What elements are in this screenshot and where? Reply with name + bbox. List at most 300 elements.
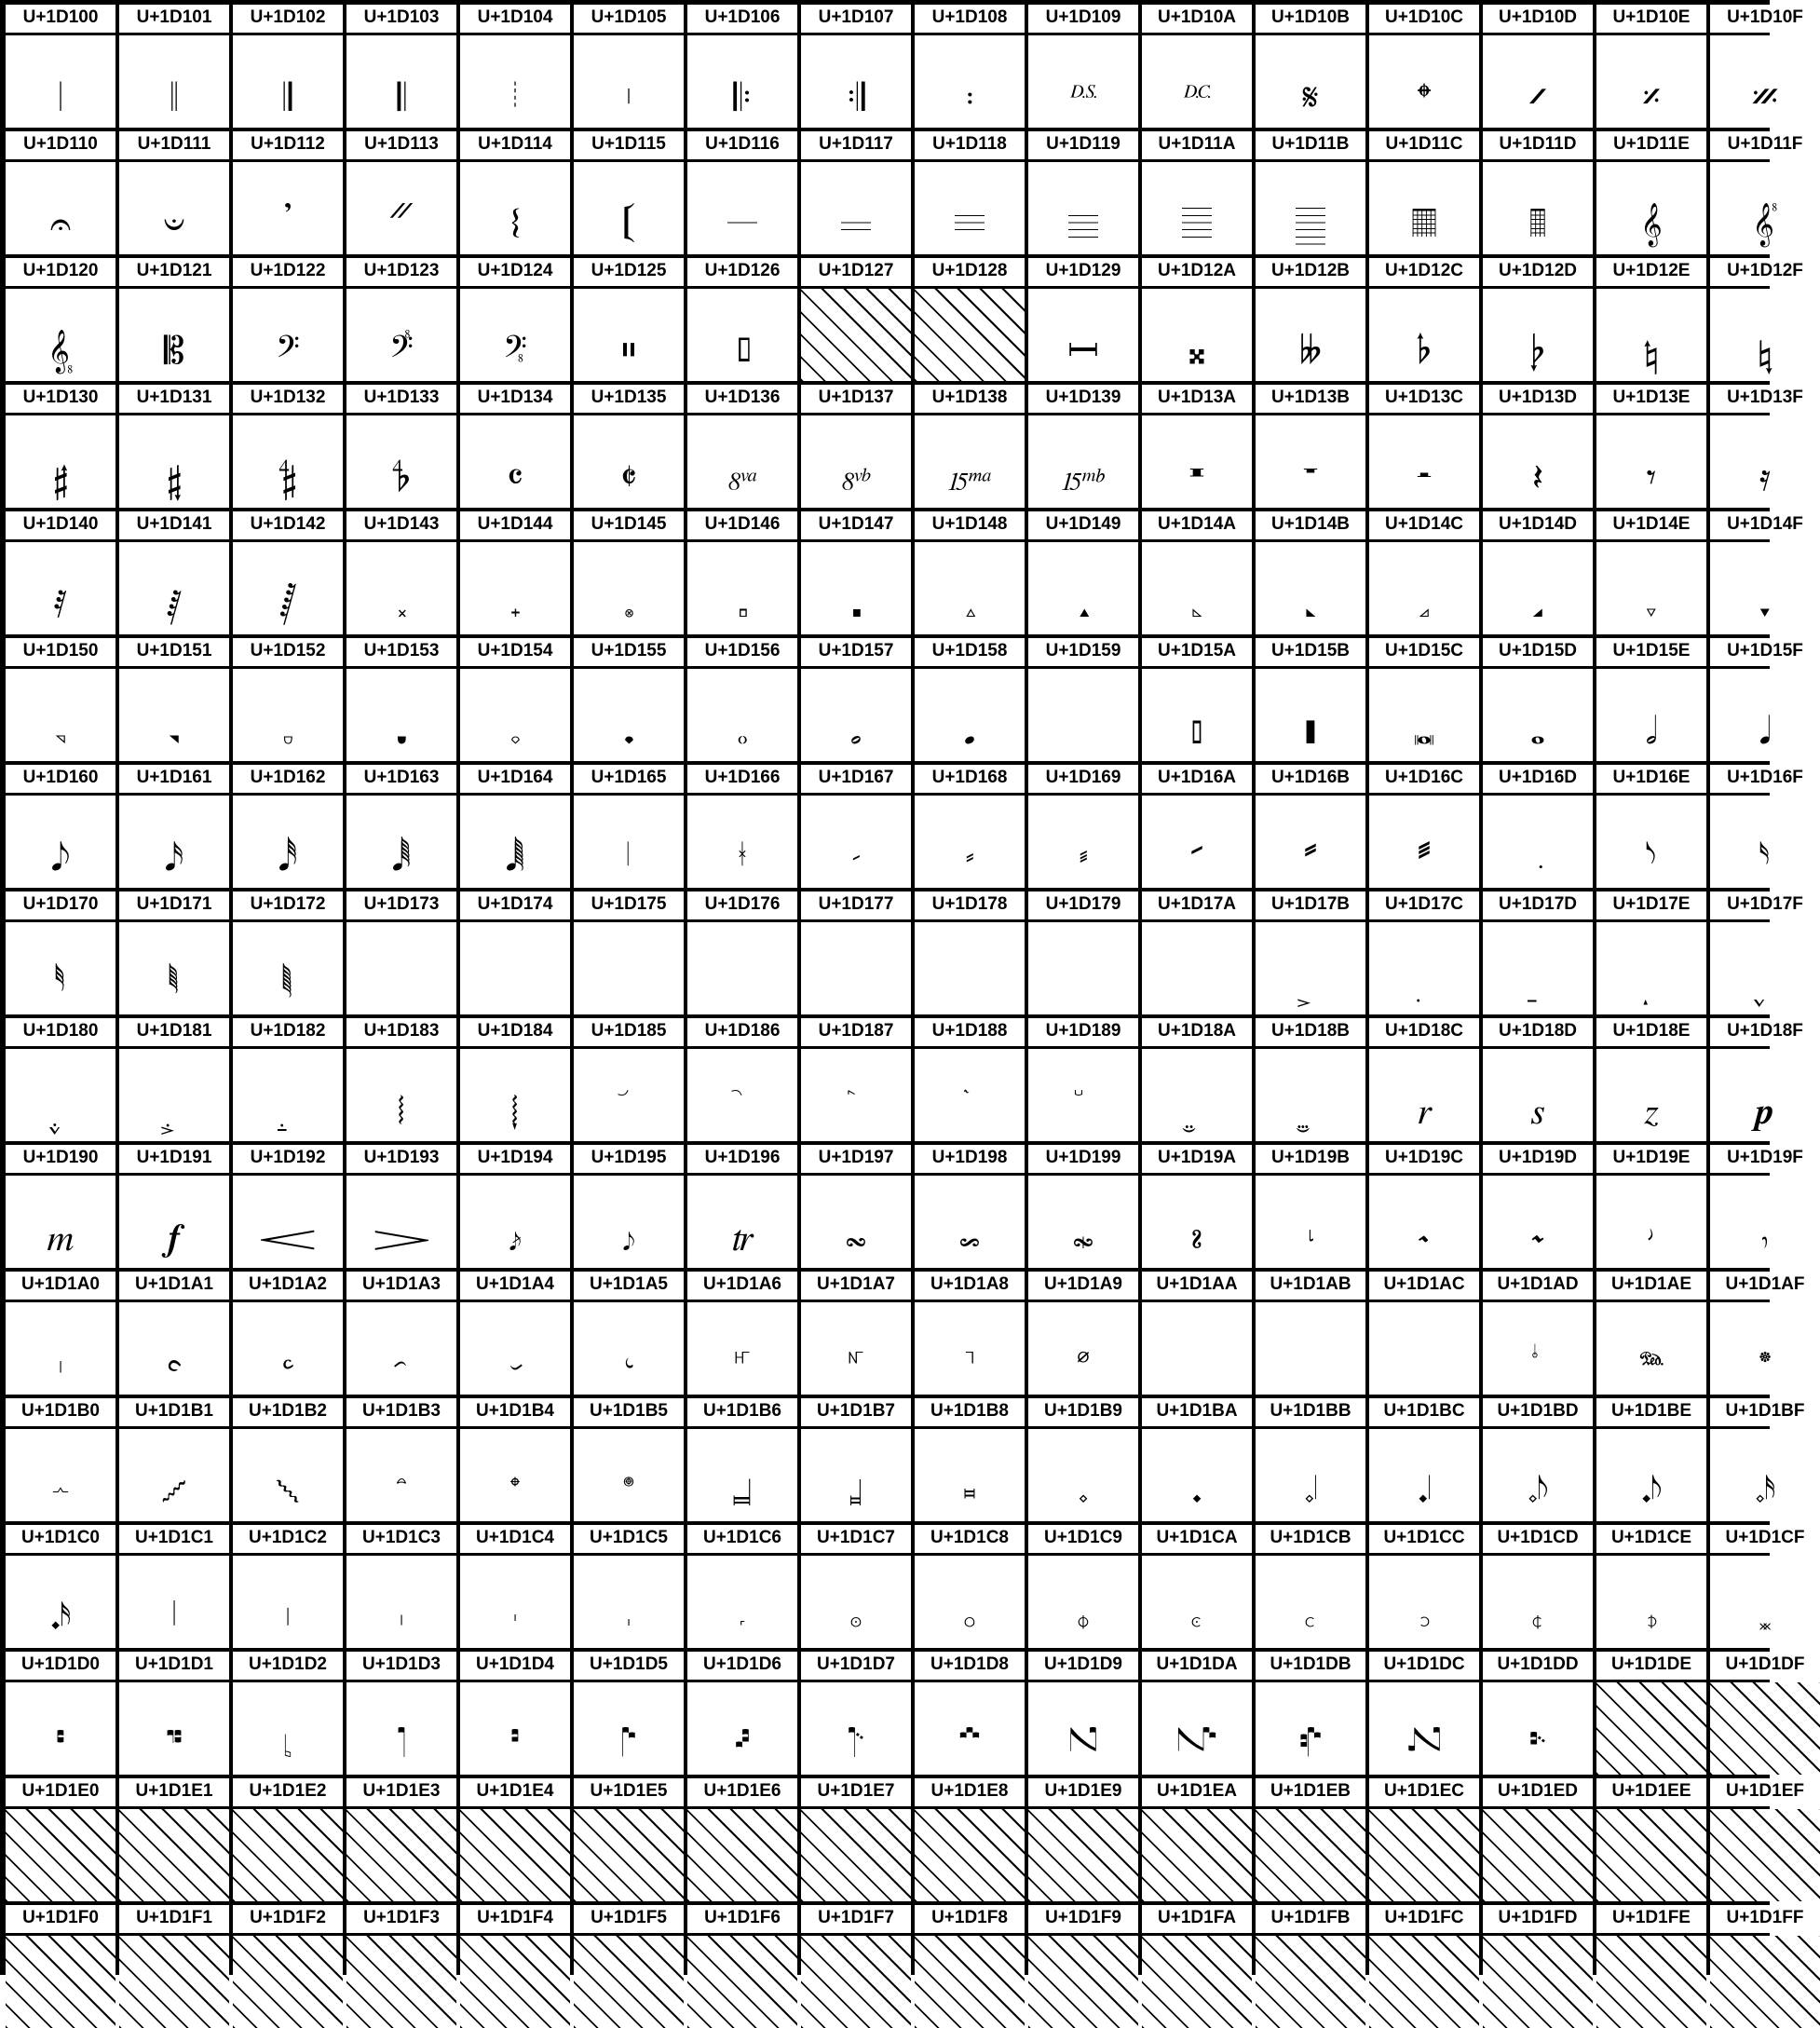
music-symbol-glyph: 𝇏 [1759,1597,1772,1640]
glyph-cell [1369,1652,1479,1775]
glyph-box [687,289,797,381]
glyph-box [801,542,911,634]
music-symbol-glyph: 𝄃 [397,76,406,119]
music-symbol-glyph: 𝅗𝅥 [1645,710,1658,753]
glyph-cell [1369,385,1479,508]
glyph-cell [119,385,229,508]
glyph-box [460,289,570,381]
glyph-cell [801,1018,911,1141]
glyph-box [6,922,115,1014]
glyph-box [119,796,229,888]
glyph-box [346,796,456,888]
codepoint-label: U+1D19A [1142,1145,1252,1173]
music-symbol-glyph: 𝄆 [733,76,752,119]
glyph-box [346,1176,456,1268]
glyph-cell [119,1905,229,2028]
glyph-box [1710,669,1820,761]
codepoint-label: U+1D150 [6,638,115,666]
glyph-cell [119,1272,229,1395]
codepoint-label: U+1D113 [346,131,456,159]
glyph-cell [1710,1652,1820,1775]
glyph-cell [1256,638,1365,761]
glyph-cell [801,5,911,128]
glyph-box [460,1556,570,1648]
glyph-cell [1596,5,1706,128]
glyph-box [915,1556,1025,1648]
codepoint-label: U+1D190 [6,1145,115,1173]
glyph-box [915,1302,1025,1395]
music-symbol-glyph: 𝇂 [286,1597,290,1640]
music-symbol-glyph: 𝅥 [627,837,631,879]
codepoint-label: U+1D189 [1028,1018,1138,1046]
music-symbol-glyph: 𝄹 [1061,456,1106,499]
music-symbol-glyph: 𝄵 [620,456,637,499]
codepoint-label: U+1D18A [1142,1018,1252,1046]
glyph-cell [1483,1398,1593,1521]
music-symbol-glyph: 𝄀 [60,76,61,119]
music-symbol-glyph: 𝅀 [53,583,68,626]
codepoint-label: U+1D103 [346,5,456,33]
glyph-cell [1028,1272,1138,1395]
music-symbol-glyph: 𝆷 [849,1470,863,1513]
glyph-box [1710,1302,1820,1395]
glyph-box [1369,1176,1479,1268]
glyph-cell [6,1652,115,1775]
glyph-box [1596,35,1706,128]
glyph-box [460,35,570,128]
glyph-cell [1596,511,1706,634]
codepoint-label: U+1D1B2 [233,1398,343,1426]
music-symbol-glyph: 𝆴 [509,1470,522,1513]
codepoint-label: U+1D135 [574,385,684,413]
music-symbol-glyph [1142,1089,1252,1134]
glyph-box [233,35,343,128]
codepoint-label: U+1D12D [1483,258,1593,286]
glyph-cell [119,1525,229,1648]
glyph-cell [119,5,229,128]
codepoint-label: U+1D1FF [1710,1905,1820,1933]
glyph-cell [1142,1145,1252,1268]
codepoint-label: U+1D197 [801,1145,911,1173]
glyph-box [119,1302,229,1395]
glyph-cell [915,1398,1025,1521]
codepoint-label: U+1D1C6 [687,1525,797,1553]
glyph-box [915,1429,1025,1521]
glyph-box [346,35,456,128]
unassigned-hatch [801,289,911,381]
codepoint-label: U+1D175 [574,892,684,919]
glyph-box [119,1556,229,1648]
music-symbol-glyph: 𝄞 [1640,203,1663,246]
glyph-box [1596,1302,1706,1395]
codepoint-label: U+1D154 [460,638,570,666]
glyph-cell [574,258,684,381]
music-symbol-glyph: 𝄸 [947,456,992,499]
codepoint-label: U+1D10A [1142,5,1252,33]
codepoint-label: U+1D13E [1596,385,1706,413]
glyph-box [460,669,570,761]
codepoint-label: U+1D1A9 [1028,1272,1138,1300]
glyph-box [1369,1429,1479,1521]
music-symbol-glyph: 𝆦 [734,1343,751,1386]
glyph-box [119,35,229,128]
glyph-cell [915,1905,1025,2028]
glyph-box [119,415,229,508]
music-symbol-glyph: 𝄘 [955,203,985,246]
glyph-cell [1256,1018,1365,1141]
glyph-cell [1028,638,1138,761]
music-symbol-glyph: 𝇇 [849,1597,862,1640]
music-symbol-glyph: 𝄯 [1758,330,1772,373]
codepoint-label: U+1D15F [1710,638,1820,666]
codepoint-label: U+1D115 [574,131,684,159]
codepoint-label: U+1D1F1 [119,1905,229,1933]
glyph-cell [460,511,570,634]
codepoint-label: U+1D177 [801,892,911,919]
glyph-cell [346,1905,456,2028]
codepoint-label: U+1D112 [233,131,343,159]
glyph-box [1596,542,1706,634]
music-symbol-glyph: 𝄙 [1068,203,1098,246]
codepoint-label: U+1D192 [233,1145,343,1173]
codepoint-label: U+1D11D [1483,131,1593,159]
glyph-box [915,796,1025,888]
codepoint-label: U+1D1AF [1710,1272,1820,1300]
music-symbol-glyph: 𝇒 [281,1723,294,1766]
glyph-cell [1028,765,1138,888]
glyph-box [460,1429,570,1521]
glyph-box [1256,922,1365,1014]
glyph-cell [233,1398,343,1521]
music-symbol-glyph: 𝄁 [171,76,177,119]
glyph-box [1028,35,1138,128]
glyph-box [1142,35,1252,128]
glyph-cell [346,892,456,1014]
codepoint-label: U+1D187 [801,1018,911,1046]
glyph-cell [574,5,684,128]
codepoint-label: U+1D1D8 [915,1652,1025,1680]
glyph-cell [1369,1778,1479,1901]
glyph-cell [346,511,456,634]
glyph-cell [1369,1398,1479,1521]
music-symbol-glyph: 𝇋 [1304,1597,1317,1640]
codepoint-label: U+1D1B3 [346,1398,456,1426]
codepoint-label: U+1D144 [460,511,570,539]
codepoint-label: U+1D1F7 [801,1905,911,1933]
codepoint-label: U+1D1FE [1596,1905,1706,1933]
glyph-cell [687,1652,797,1775]
unassigned-hatch [1710,1682,1820,1775]
glyph-cell [233,765,343,888]
glyph-box [1256,1176,1365,1268]
music-symbol-glyph: 𝅘𝅥𝅮 [50,837,71,879]
codepoint-label: U+1D1D2 [233,1652,343,1680]
glyph-box [1483,922,1593,1014]
music-symbol-glyph: 𝅓 [395,710,408,753]
music-symbol-glyph: 𝅬 [1417,837,1432,879]
codepoint-label: U+1D1AB [1256,1272,1365,1300]
glyph-box [1256,162,1365,254]
glyph-cell [1596,1018,1706,1141]
music-symbol-glyph: 𝆨 [965,1343,974,1386]
codepoint-label: U+1D1DB [1256,1652,1365,1680]
codepoint-label: U+1D14F [1710,511,1820,539]
codepoint-label: U+1D174 [460,892,570,919]
music-symbol-glyph: 𝄺 [1189,456,1204,499]
glyph-box [6,542,115,634]
glyph-cell [1256,511,1365,634]
glyph-cell [233,1018,343,1141]
unassigned-hatch [915,1809,1025,1901]
codepoint-label: U+1D14A [1142,511,1252,539]
glyph-box [1369,922,1479,1014]
glyph-box [119,289,229,381]
codepoint-label: U+1D108 [915,5,1025,33]
codepoint-label: U+1D15E [1596,638,1706,666]
music-symbol-glyph: 𝆝 [1533,1217,1542,1259]
codepoint-label: U+1D1FD [1483,1905,1593,1933]
music-symbol-glyph: 𝆺𝅥 [1417,1470,1432,1513]
codepoint-label: U+1D1E6 [687,1778,797,1806]
glyph-cell [346,1778,456,1901]
glyph-cell [346,1398,456,1521]
glyph-box [460,542,570,634]
glyph-box [801,922,911,1014]
music-symbol-glyph: 𝅃 [395,583,408,626]
unassigned-hatch [1596,1682,1706,1775]
glyph-box [1483,1429,1593,1521]
codepoint-label: U+1D14B [1256,511,1365,539]
glyph-cell [801,638,911,761]
codepoint-label: U+1D129 [1028,258,1138,286]
glyph-box [233,1556,343,1648]
codepoint-label: U+1D169 [1028,765,1138,793]
glyph-box [1710,1556,1820,1648]
glyph-cell [233,1525,343,1648]
music-symbol-glyph [1256,1089,1365,1134]
codepoint-label: U+1D139 [1028,385,1138,413]
codepoint-label: U+1D18C [1369,1018,1479,1046]
codepoint-label: U+1D1E2 [233,1778,343,1806]
glyph-box [1710,542,1820,634]
codepoint-label: U+1D1FC [1369,1905,1479,1933]
music-symbol-glyph: 𝇆 [739,1597,746,1640]
glyph-cell [801,1272,911,1395]
codepoint-label: U+1D1ED [1483,1778,1593,1806]
music-symbol-glyph [1596,962,1706,1007]
glyph-box [1256,1556,1365,1648]
glyph-cell [1028,1778,1138,1901]
glyph-box [1142,1429,1252,1521]
unassigned-hatch [1483,1809,1593,1901]
music-symbol-glyph: 𝄟 [1752,203,1778,246]
codepoint-label: U+1D1BC [1369,1398,1479,1426]
glyph-box [6,1682,115,1775]
glyph-cell [801,131,911,254]
codepoint-label: U+1D152 [233,638,343,666]
glyph-cell [801,511,911,634]
glyph-cell [346,1145,456,1268]
glyph-box [1142,669,1252,761]
codepoint-label: U+1D111 [119,131,229,159]
glyph-box [1596,162,1706,254]
glyph-cell [915,1525,1025,1648]
glyph-cell [1369,1018,1479,1141]
glyph-cell [460,638,570,761]
music-symbol-glyph: 𝅍 [1531,583,1544,626]
glyph-cell [1710,892,1820,1014]
music-symbol-glyph: 𝅜 [1413,710,1435,753]
glyph-cell [460,1272,570,1395]
music-symbol-glyph [1028,1089,1138,1134]
glyph-cell [6,131,115,254]
glyph-box [1596,796,1706,888]
codepoint-label: U+1D1CB [1256,1525,1365,1553]
glyph-cell [1028,1018,1138,1141]
glyph-box [687,542,797,634]
codepoint-label: U+1D1E7 [801,1778,911,1806]
codepoint-label: U+1D1DC [1369,1652,1479,1680]
glyph-cell [687,385,797,508]
glyph-cell [1369,892,1479,1014]
glyph-cell [1028,385,1138,508]
music-symbol-glyph: 𝄓 [387,203,415,246]
glyph-box [233,922,343,1014]
unassigned-hatch [1256,1809,1365,1901]
glyph-cell [6,1272,115,1395]
glyph-box [233,1049,343,1141]
glyph-cell [1710,1905,1820,2028]
codepoint-label: U+1D180 [6,1018,115,1046]
glyph-box [233,1429,343,1521]
glyph-box [1142,542,1252,634]
glyph-box [687,1556,797,1648]
glyph-cell [1483,1018,1593,1141]
music-symbol-glyph: 𝇔 [509,1723,522,1766]
music-symbol-glyph: 𝄱 [166,456,183,499]
music-symbol-glyph: 𝆔 [509,1217,522,1259]
glyph-box [574,1176,684,1268]
codepoint-label: U+1D138 [915,385,1025,413]
codepoint-label: U+1D17D [1483,892,1593,919]
music-symbol-glyph: 𝅰 [55,963,66,1006]
glyph-box [460,922,570,1014]
glyph-box [1483,669,1593,761]
glyph-box [1710,796,1820,888]
codepoint-label: U+1D1F6 [687,1905,797,1933]
glyph-cell [460,1905,570,2028]
music-symbol-glyph: 𝆳 [395,1470,408,1513]
codepoint-label: U+1D142 [233,511,343,539]
glyph-box [1596,289,1706,381]
codepoint-label: U+1D176 [687,892,797,919]
glyph-box [1256,542,1365,634]
glyph-box [574,922,684,1014]
glyph-cell [6,1905,115,2028]
codepoint-label: U+1D1BA [1142,1398,1252,1426]
glyph-cell [1256,5,1365,128]
codepoint-label: U+1D1A0 [6,1272,115,1300]
glyph-cell [801,1652,911,1775]
glyph-box [574,1429,684,1521]
glyph-cell [1256,892,1365,1014]
glyph-cell [1483,638,1593,761]
codepoint-label: U+1D193 [346,1145,456,1173]
codepoint-label: U+1D1AA [1142,1272,1252,1300]
unassigned-hatch [1710,1936,1820,2028]
glyph-cell [915,1145,1025,1268]
glyph-cell [687,1525,797,1648]
codepoint-label: U+1D1B8 [915,1398,1025,1426]
glyph-cell [1710,638,1820,761]
music-symbol-glyph: 𝄥 [623,330,634,373]
codepoint-label: U+1D17F [1710,892,1820,919]
music-symbol-glyph: 𝆡 [167,1343,182,1386]
glyph-box [687,1682,797,1775]
glyph-box [1596,1429,1706,1521]
codepoint-label: U+1D11E [1596,131,1706,159]
codepoint-label: U+1D158 [915,638,1025,666]
glyph-box [801,1049,911,1141]
glyph-box [346,162,456,254]
glyph-cell [1596,1905,1706,2028]
glyph-cell [1142,1652,1252,1775]
glyph-box [574,796,684,888]
music-symbol-glyph: 𝄇 [847,76,865,119]
glyph-box [574,35,684,128]
glyph-cell [6,1398,115,1521]
codepoint-label: U+1D16A [1142,765,1252,793]
glyph-cell [1028,258,1138,381]
unassigned-hatch [346,1936,456,2028]
codepoint-label: U+1D1C2 [233,1525,343,1553]
codepoint-label: U+1D1AC [1369,1272,1479,1300]
codepoint-label: U+1D118 [915,131,1025,159]
glyph-cell [1596,1652,1706,1775]
codepoint-label: U+1D1FA [1142,1905,1252,1933]
glyph-box [1369,542,1479,634]
codepoint-label: U+1D131 [119,385,229,413]
glyph-cell [1483,5,1593,128]
codepoint-label: U+1D1C3 [346,1525,456,1553]
glyph-cell [1142,638,1252,761]
glyph-cell [460,1398,570,1521]
glyph-cell [1028,1652,1138,1775]
glyph-cell [687,511,797,634]
unassigned-hatch [1369,1809,1479,1901]
music-symbol-glyph: 𝆶 [732,1470,753,1513]
unassigned-hatch [574,1809,684,1901]
music-symbol-glyph: 𝅊 [1190,583,1203,626]
codepoint-label: U+1D1A2 [233,1272,343,1300]
music-symbol-glyph: 𝇃 [400,1597,403,1640]
codepoint-label: U+1D1EC [1369,1778,1479,1806]
music-symbol-glyph [801,836,911,880]
glyph-cell [801,1398,911,1521]
glyph-cell [6,892,115,1014]
glyph-box [6,1049,115,1141]
codepoint-label: U+1D1DA [1142,1652,1252,1680]
glyph-box [119,922,229,1014]
codepoint-label: U+1D1F9 [1028,1905,1138,1933]
glyph-cell [1596,1398,1706,1521]
codepoint-label: U+1D105 [574,5,684,33]
codepoint-label: U+1D1A6 [687,1272,797,1300]
music-symbol-glyph: 𝅫 [1303,837,1318,879]
glyph-cell [1142,511,1252,634]
music-symbol-glyph: 𝆥 [624,1343,633,1386]
codepoint-label: U+1D132 [233,385,343,413]
